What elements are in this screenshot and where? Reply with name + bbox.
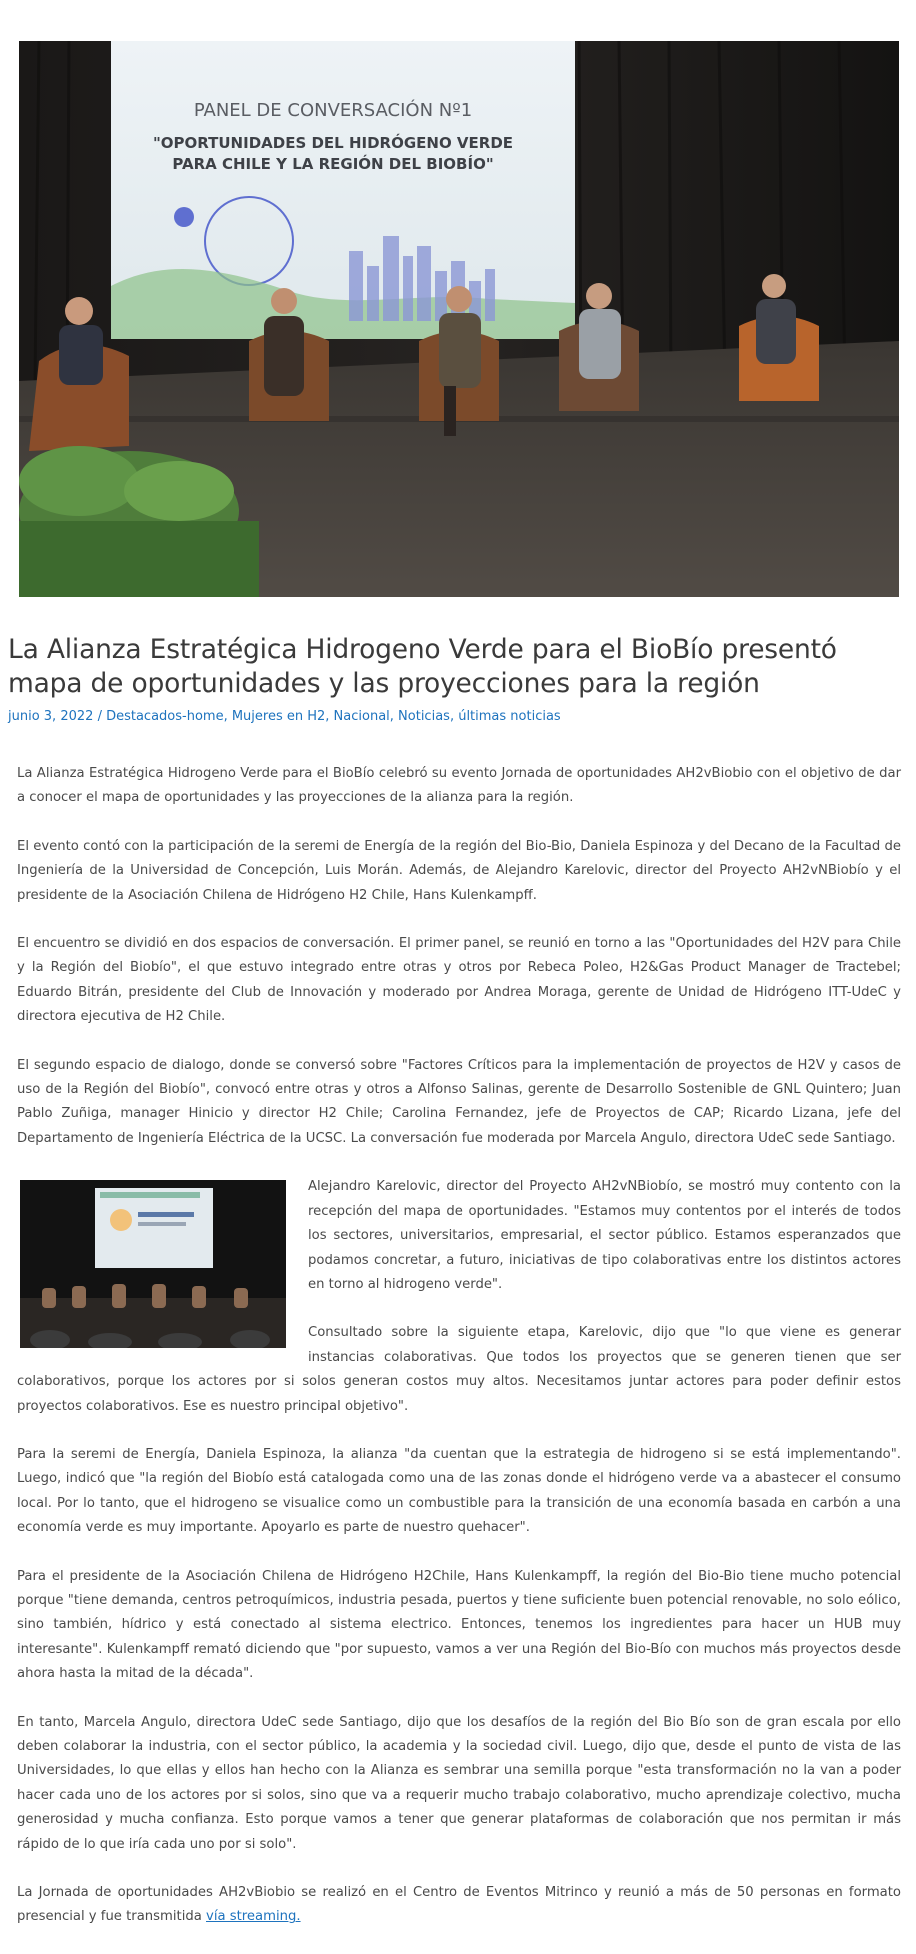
paragraph-first-panel: El encuentro se dividió en dos espacios de conversación. El primer panel, se reunió en torno a las "Oportunidades del H2V para Chile y la Región del Biobío", el que estuvo integrado entre otras y otros por Rebeca Poleo, H2&Gas Product Manager de Tractebel; Eduardo Bitrán, presidente del Club de Innovación y moderado por Andrea Moraga, gerente de Unidad de Hidrógeno ITT-UdeC y directora ejecutiva de H2 Chile.	[17, 936, 901, 1025]
post-meta	[8, 707, 561, 727]
hero-photo	[19, 41, 899, 597]
article-body	[17, 762, 901, 1954]
category-comma: ,	[389, 709, 399, 724]
category-comma: ,	[325, 709, 334, 724]
paragraph-karelovic: Alejandro Karelovic, director del Proyecto AH2vNBiobío, se mostró muy contento con la recepción del mapa de oportunidades. "Estamos muy contentos por el interés de todos los sectores, universitarios, empresarial, el sector público. Estamos esperanzados que podamos concretar, a futuro, iniciativas de tipo colaborativas entre los distintos actores en torno al hidrogeno verde".	[308, 1179, 901, 1292]
paragraph-participants: El evento contó con la participación de la seremi de Energía de la región del Bio-Bio, Daniela Espinoza y del Decano de la Facultad de Ingeniería de la Universidad de Concepción, Luis Morán. Además, de Alejandro Karelovic, director del Proyecto AH2vNBiobío y el presidente de la Asociación Chilena de Hidrógeno H2 Chile, Hans Kulenkampff.	[17, 838, 901, 903]
slide-subtitle-line2: PARA CHILE Y LA REGIÓN DEL BIOBÍO"	[172, 155, 494, 173]
category-link-nacional[interactable]: Nacional	[333, 709, 390, 724]
category-link-destacados[interactable]: Destacados-home	[106, 709, 224, 724]
paragraph-next-stage: Consultado sobre la siguiente etapa, Karelovic, dijo que "lo que viene es generar instancias colaborativas. Que todos los proyectos que se generen tienen que ser colaborativos, porque los actores por si solos generan costos muy altos. Necesitamos juntar actores para poder definir estos proyectos colaborativos. Ese es nuestro principal objetivo".	[17, 1325, 901, 1414]
paragraph-seremi: Para la seremi de Energía, Daniela Espinoza, la alianza "da cuentan que la estrategia de hidrogeno si se está implementando". Luego, indicó que "la región del Biobío está catalogada como una de las zonas donde el hidrógeno verde va a abastecer el consumo local. Por lo tanto, que el hidrogeno se visualice como un combustible para la transición de una economía basada en carbón a una economía verde es muy importante. Apoyarlo es parte de nuestro quehacer".	[17, 1446, 901, 1536]
inline-event-photo	[20, 1180, 286, 1348]
slide-heading: PANEL DE CONVERSACIÓN Nº1	[193, 100, 473, 121]
audience-stage-photo	[20, 1180, 286, 1348]
streaming-link[interactable]: vía streaming.	[206, 1909, 301, 1925]
meta-separator: /	[97, 709, 107, 724]
panel-event-photo	[19, 41, 899, 597]
category-comma: ,	[449, 709, 459, 724]
category-comma: ,	[223, 709, 232, 724]
category-link-mujeres[interactable]: Mujeres en H2	[231, 709, 326, 724]
paragraph-intro: La Alianza Estratégica Hidrogeno Verde para el BioBío celebró su evento Jornada de oportunidades AH2vBiobio con el objetivo de dar a conocer el mapa de oportunidades y las proyecciones de la alianza para la región.	[17, 766, 901, 806]
category-link-ultimas[interactable]: últimas noticias	[458, 709, 561, 724]
category-link-noticias[interactable]: Noticias	[398, 709, 450, 724]
post-date-link[interactable]: junio 3, 2022	[8, 709, 94, 724]
paragraph-closing	[17, 1881, 901, 1930]
paragraph-second-panel: El segundo espacio de dialogo, donde se conversó sobre "Factores Críticos para la implementación de proyectos de H2V y casos de uso de la Región del Biobío", convocó entre otras y otros a Alfonso Salinas, gerente de Desarrollo Sostenible de GNL Quintero; Juan Pablo Zuñiga, manager Hinicio y director H2 Chile; Carolina Fernandez, jefe de Proyectos de CAP; Ricardo Lizana, jefe del Departamento de Ingeniería Eléctrica de la UCSC. La conversación fue moderada por Marcela Angulo, directora UdeC sede Santiago.	[17, 1057, 901, 1146]
closing-text: La Jornada de oportunidades AH2vBiobio se realizó en el Centro de Eventos Mitrinco y reunió a más de 50 personas en formato presencial y fue transmitida	[17, 1885, 901, 1925]
slide-subtitle-line1: "OPORTUNIDADES DEL HIDRÓGENO VERDE	[152, 134, 514, 152]
article-title: La Alianza Estratégica Hidrogeno Verde para el BioBío presentó mapa de oportunidades y las proyecciones para la región	[8, 634, 837, 699]
paragraph-kulenkampff: Para el presidente de la Asociación Chilena de Hidrógeno H2Chile, Hans Kulenkampff, la región del Bio-Bio tiene mucho potencial porque "tiene demanda, centros petroquímicos, industria pesada, puertos y tiene suficiente buen potencial renovable, no solo eólico, sino también, hídrico y está conectado al sistema electrico. Entonces, tenemos los ingredientes para hacer un HUB muy interesante". Kulenkampff remató diciendo que "por supuesto, vamos a ver una Región del Bio-Bío con muchos más proyectos desde ahora hasta la mitad de la década".	[17, 1568, 901, 1682]
paragraph-angulo: En tanto, Marcela Angulo, directora UdeC sede Santiago, dijo que los desafíos de la región del Bio Bío son de gran escala por ello deben colaborar la industria, con el sector público, la academia y la sociedad civil. Luego, dijo que, desde el punto de vista de las Universidades, lo que ellas y ellos han hecho con la Alianza es sembrar una semilla porque "esta transformación no la van a poder hacer cada uno de los actores por si solos, sino que va a requerir mucho trabajo colaborativo, mucho aprendizaje colectivo, mucha generosidad y mucha confianza. Esto porque vamos a tener que generar plataformas de colaboración que nos permitan ir más rápido de lo que iría cada uno por si solo".	[17, 1714, 901, 1852]
